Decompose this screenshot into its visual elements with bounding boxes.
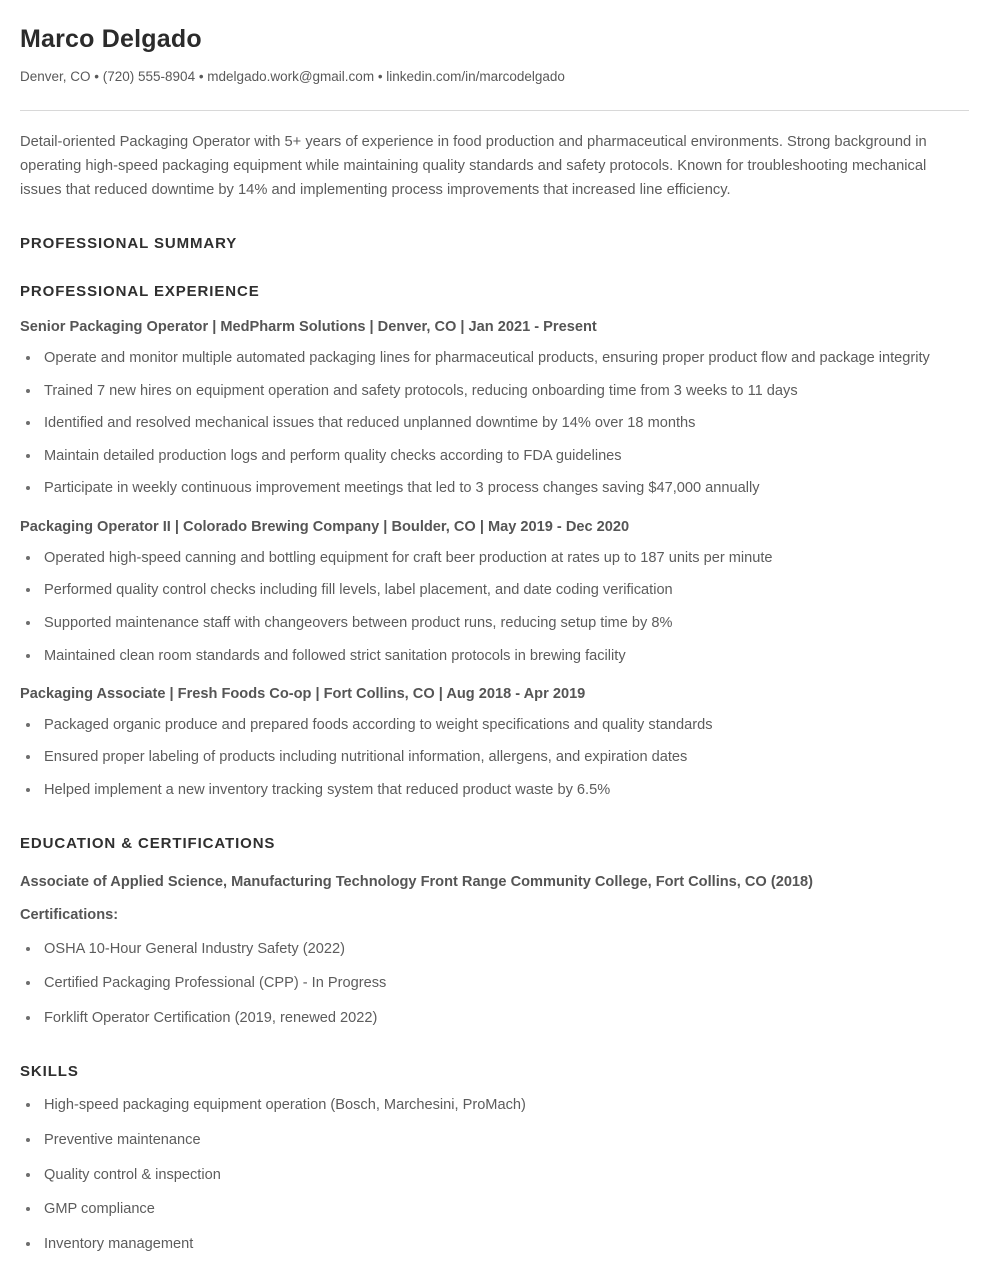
- list-item: Preventive maintenance: [20, 1129, 969, 1152]
- list-item: Helped implement a new inventory tracking system that reduced product waste by 6.5%: [20, 779, 969, 802]
- job-title: Senior Packaging Operator | MedPharm Solutions | Denver, CO | Jan 2021 - Present: [20, 319, 597, 336]
- section-heading-skills: SKILLS: [20, 1063, 79, 1081]
- list-item: GMP compliance: [20, 1198, 969, 1221]
- list-item: Forklift Operator Certification (2019, renewed 2022): [20, 1007, 969, 1030]
- certifications-list: [20, 938, 969, 1030]
- section-heading-professional-summary: PROFESSIONAL SUMMARY: [20, 235, 238, 253]
- list-item: Packaged organic produce and prepared foods according to weight specifications and quality standards: [20, 714, 969, 737]
- list-item: Identified and resolved mechanical issues that reduced unplanned downtime by 14% over 18 months: [20, 412, 969, 435]
- list-item: Supported maintenance staff with changeovers between product runs, reducing setup time by 8%: [20, 612, 969, 635]
- page-title: Marco Delgado: [20, 25, 202, 53]
- section-heading-professional-experience: PROFESSIONAL EXPERIENCE: [20, 283, 260, 301]
- list-item: Participate in weekly continuous improvement meetings that led to 3 process changes saving $47,000 annually: [20, 477, 969, 500]
- list-item: Operate and monitor multiple automated packaging lines for pharmaceutical products, ensuring proper product flow and package integrity: [20, 347, 969, 370]
- experience-entry: [20, 518, 969, 667]
- job-bullets: [20, 547, 969, 667]
- job-title: Packaging Associate | Fresh Foods Co-op | Fort Collins, CO | Aug 2018 - Apr 2019: [20, 686, 586, 703]
- section-heading-education: EDUCATION & CERTIFICATIONS: [20, 834, 276, 852]
- list-item: Ensured proper labeling of products including nutritional information, allergens, and expiration dates: [20, 746, 969, 769]
- certifications-label: Certifications:: [20, 907, 119, 924]
- contact-line: Denver, CO • (720) 555-8904 • mdelgado.work@gmail.com • linkedin.com/in/marcodelgado: [20, 69, 565, 84]
- job-bullets: [20, 347, 969, 500]
- list-item: Certified Packaging Professional (CPP) - In Progress: [20, 972, 969, 995]
- list-item: Maintained clean room standards and followed strict sanitation protocols in brewing facility: [20, 645, 969, 668]
- experience-entry: [20, 318, 969, 500]
- list-item: Inventory management: [20, 1233, 969, 1256]
- job-title: Packaging Operator II | Colorado Brewing Company | Boulder, CO | May 2019 - Dec 2020: [20, 519, 630, 536]
- summary-paragraph: Detail-oriented Packaging Operator with 5+ years of experience in food production and pharmaceutical environments. Strong background in operating high-speed packaging equipment while maintaining quality standards and safety protocols. Known for troubleshooting mechanical issues that reduced downtime by 14% and implementing process improvements that increased line efficiency.: [20, 133, 927, 198]
- skills-list: [20, 1094, 969, 1255]
- list-item: Quality control & inspection: [20, 1164, 969, 1187]
- list-item: Operated high-speed canning and bottling equipment for craft beer production at rates up to 187 units per minute: [20, 547, 969, 570]
- list-item: High-speed packaging equipment operation (Bosch, Marchesini, ProMach): [20, 1094, 969, 1117]
- experience-list: [20, 318, 969, 801]
- list-item: Maintain detailed production logs and perform quality checks according to FDA guidelines: [20, 445, 969, 468]
- job-bullets: [20, 714, 969, 802]
- list-item: Performed quality control checks including fill levels, label placement, and date coding verification: [20, 579, 969, 602]
- header-divider: [20, 110, 969, 111]
- list-item: OSHA 10-Hour General Industry Safety (2022): [20, 938, 969, 961]
- list-item: Trained 7 new hires on equipment operation and safety protocols, reducing onboarding time from 3 weeks to 11 days: [20, 380, 969, 403]
- experience-entry: [20, 685, 969, 802]
- education-degree: Associate of Applied Science, Manufacturing Technology Front Range Community College, Fort Collins, CO (2018): [20, 873, 814, 890]
